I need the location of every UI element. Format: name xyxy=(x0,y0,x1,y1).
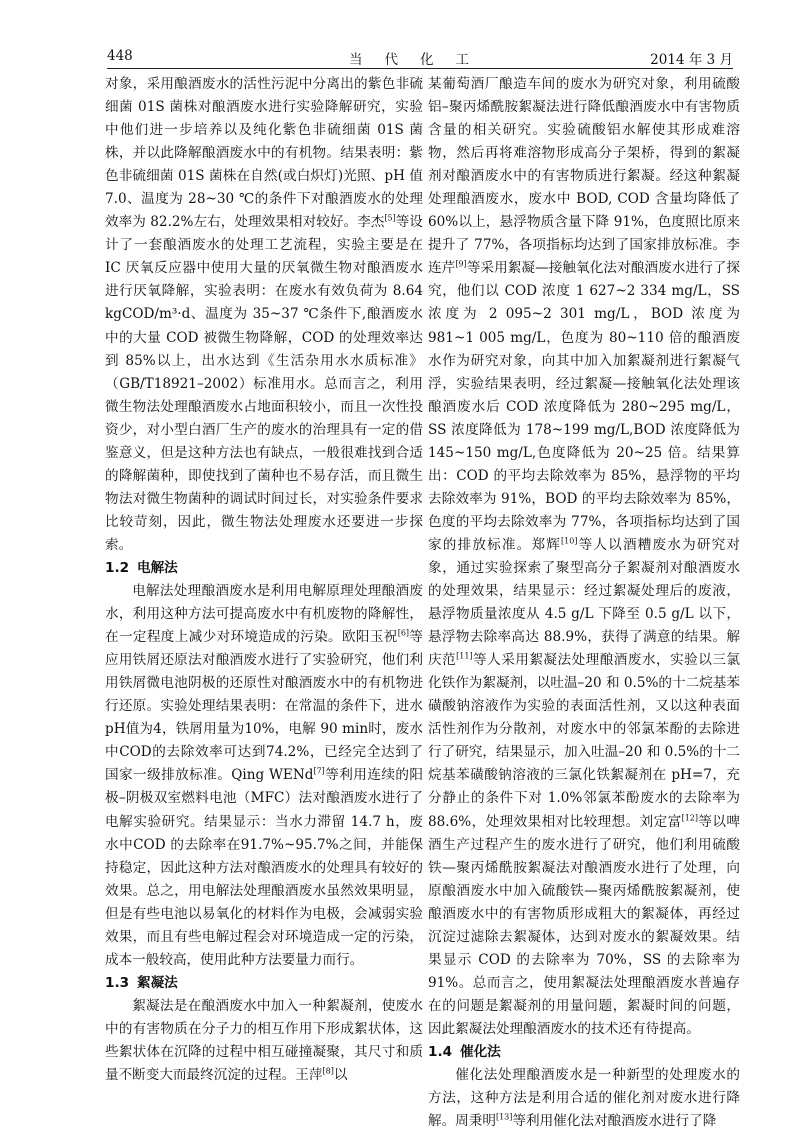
citation-ref: [11] xyxy=(456,651,473,661)
section-heading xyxy=(428,1041,740,1064)
text-run: 等利用连续的阳极–阴极双室燃料电池（MFC）法对酿酒废水进行了电解实验研究。结果显示：当水力滞留 14.7 h，废水中COD 的去除率在91.7%~95.7%之间，并能保持稳定，因此这种方法对酿酒废水的处理具有较好的效果。总之，用电解法处理酿酒废水虽然效果明显，但是有些电池以易氧化的材料作为电极，会减弱实验效果，而且有些电解过程会对环境造成一定的污染，成本一般较高，使用此种方法要量力而行。 xyxy=(105,767,423,968)
text-run: 以 xyxy=(333,1067,348,1084)
running-header xyxy=(107,48,733,69)
citation-ref: [5] xyxy=(384,213,396,223)
paragraph xyxy=(105,995,423,1087)
text-run: 等人采用絮凝法处理酿酒废水，实验以三氯化铁作为絮凝剂，以吐温–20 和 0.5%的十二烷基苯磺酸钠溶液作为实验的表面活性剂，又以这种表面活性剂作为分散剂，对废水中的邻氯苯酚的去除进行了研究，结果显示，加入吐温–20 和 0.5%的十二烷基苯磺酸钠溶液的三氯化铁絮凝剂在 pH=7，充分静止的条件下对 1.0%邻氯苯酚废水的去除率为 88.6%，处理效果相对比较理想。刘定富 xyxy=(428,652,741,830)
text-run: 等以啤酒生产过程产生的废水进行了研究，他们利用硫酸铁—聚丙烯酰胺絮凝法对酿酒废水进行了处理，向原酿酒废水中加入硫酸铁—聚丙烯酰胺絮凝剂，使酿酒废水中的有害物质形成粗大的絮凝体，再经过沉淀过滤除去絮凝体，达到对废水的絮凝效果。结果显示 COD 的去除率为 70%，SS 的去除率为 91%。总而言之，使用絮凝法处理酿酒废水普遍存在的问题是絮凝剂的用量问题，絮凝时间的问题，因此絮凝法处理酿酒废水的技术还有待提高。 xyxy=(428,813,740,1037)
right-column xyxy=(428,73,740,1133)
paragraph xyxy=(428,73,740,1041)
left-column xyxy=(105,73,423,1087)
text-run: 等人以酒糟废水为研究对象，通过实验探索了聚型高分子絮凝剂对酿酒废水的处理效果，结果显示：经过絮凝处理后的废液，悬浮物质量浓度从 4.5 g/L 下降至 0.5 g/L 以下，悬浮物去除率高达 88.9%，获得了满意的结果。解庆范 xyxy=(428,536,741,669)
citation-ref: [7] xyxy=(313,766,325,776)
citation-ref: [10] xyxy=(561,536,578,546)
text-run: 等设计了一套酿酒废水的处理工艺流程，实验主要是在 IC 厌氧反应器中使用大量的厌氧微生物对酿酒废水进行厌氧降解，实验表明：在废水有效负荷为 8.64 kgCOD/m³·d、温度为 35~37 ℃条件下,酿酒废水中的大量 COD 被微生物降解，COD 的处理效率达到 85%以上，出水达到《生活杂用水水质标准》（GB/T18921–2002）标准用水。总而言之，利用微生物法处理酿酒废水占地面积较小，而且一次性投资少，对小型白酒厂生产的废水的治理具有一定的借鉴意义，但是这种方法也有缺点，一般很难找到合适的降解菌种，即使找到了菌种也不易存活，而且微生物法对微生物菌种的调试时间过长，对实验条件要求比较苛刻，因此，微生物法处理废水还要进一步探索。 xyxy=(105,214,423,553)
section-title: 电解法 xyxy=(137,559,178,576)
paragraph xyxy=(105,73,423,557)
section-number: 1.4 xyxy=(428,1043,453,1060)
citation-ref: [8] xyxy=(322,1066,334,1076)
text-run: 催化法处理酿酒废水是一种新型的处理废水的方法，这种方法是利用合适的催化剂对废水进行降解。周秉明 xyxy=(428,1067,740,1130)
issue-date: 2014 年 3 月 xyxy=(650,52,733,68)
paragraph xyxy=(105,580,423,972)
citation-ref: [12] xyxy=(681,812,698,822)
section-heading xyxy=(105,557,423,580)
journal-title: 当代化工 xyxy=(349,52,491,68)
text-run: 等利用催化法对酿酒废水进行了降 xyxy=(512,1113,717,1130)
text-run: 絮凝法是在酿酒废水中加入一种絮凝剂，使废水中的有害物质在分子力的相互作用下形成絮状体，这些絮状体在沉降的过程中相互碰撞凝聚，其尺寸和质量不断变大而最终沉淀的过程。王萍 xyxy=(105,997,423,1084)
page-number: 448 xyxy=(107,48,133,64)
citation-ref: [9] xyxy=(455,259,467,269)
section-title: 催化法 xyxy=(460,1043,501,1060)
citation-ref: [13] xyxy=(495,1112,513,1122)
section-number: 1.2 xyxy=(105,559,130,576)
paragraph xyxy=(428,1064,740,1133)
section-title: 絮凝法 xyxy=(137,974,178,991)
text-run: 电解法处理酿酒废水是利用电解原理处理酿酒废水，利用这种方法可提高废水中有机废物的降解性，在一定程度上减少对环境造成的污染。欧阳玉祝 xyxy=(105,583,423,646)
text-run: 等应用铁屑还原法对酿酒废水进行了实验研究，他们利用铁屑微电池阴极的还原性对酿酒废水中的有机物进行还原。实验处理结果表明：在常温的条件下，进水pH值为4，铁屑用量为10%，电解 90 min时，废水中COD的去除效率可达到74.2%，已经完全达到了国家一级排放标准。Qing WENd xyxy=(105,629,424,784)
text-run: 对象，采用酿酒废水的活性污泥中分离出的紫色非硫细菌 01S 菌株对酿酒废水进行实验降解研究，实验中他们进一步培养以及纯化紫色非硫细菌 01S 菌株，并以此降解酿酒废水中的有机物。结果表明：紫色非硫细菌 01S 菌株在自然(或白炽灯)光照、pH 值 7.0、温度为 28~30 ℃的条件下对酿酒废水的处理效率为 82.2%左右，处理效果相对较好。李杰 xyxy=(105,76,423,231)
section-heading xyxy=(105,972,423,995)
text-run: 等采用絮凝—接触氧化法对酿酒废水进行了探究，他们以 COD 浓度 1 627~2 334 mg/L，SS 浓度为 2 095~2 301 mg/L，BOD 浓度为 981~1 005 mg/L，色度为 80~110 倍的酿酒废水作为研究对象，向其中加入加絮凝剂进行絮凝气浮，实验结果表明，经过絮凝—接触氧化法处理该酿酒废水后 COD 浓度降低为 280~295 mg/L，SS 浓度降低为 178~199 mg/L,BOD 浓度降低为 145~150 mg/L,色度降低为 20~25 倍。结果算出：COD 的平均去除效率为 85%，悬浮物的平均去除效率为 91%，BOD 的平均去除效率为 85%，色度的平均去除效率为 77%，各项指标均达到了国家的排放标准。郑辉 xyxy=(428,260,741,553)
citation-ref: [6] xyxy=(397,628,410,638)
text-run: 某葡萄酒厂酿造车间的废水为研究对象，利用硫酸铝–聚丙烯酰胺絮凝法进行降低酿酒废水中有害物质含量的相关研究。实验硫酸铝水解使其形成难溶物，然后再将难溶物形成高分子架桥，得到的絮凝剂对酿酒废水中的有害物质进行絮凝。经这种絮凝处理酿酒废水，废水中 BOD, COD 含量均降低了 60%以上，悬浮物质含量下降 91%，色度照比原来提升了 77%，各项指标均达到了国家排放标准。李连芹 xyxy=(428,76,740,277)
section-number: 1.3 xyxy=(105,974,130,991)
